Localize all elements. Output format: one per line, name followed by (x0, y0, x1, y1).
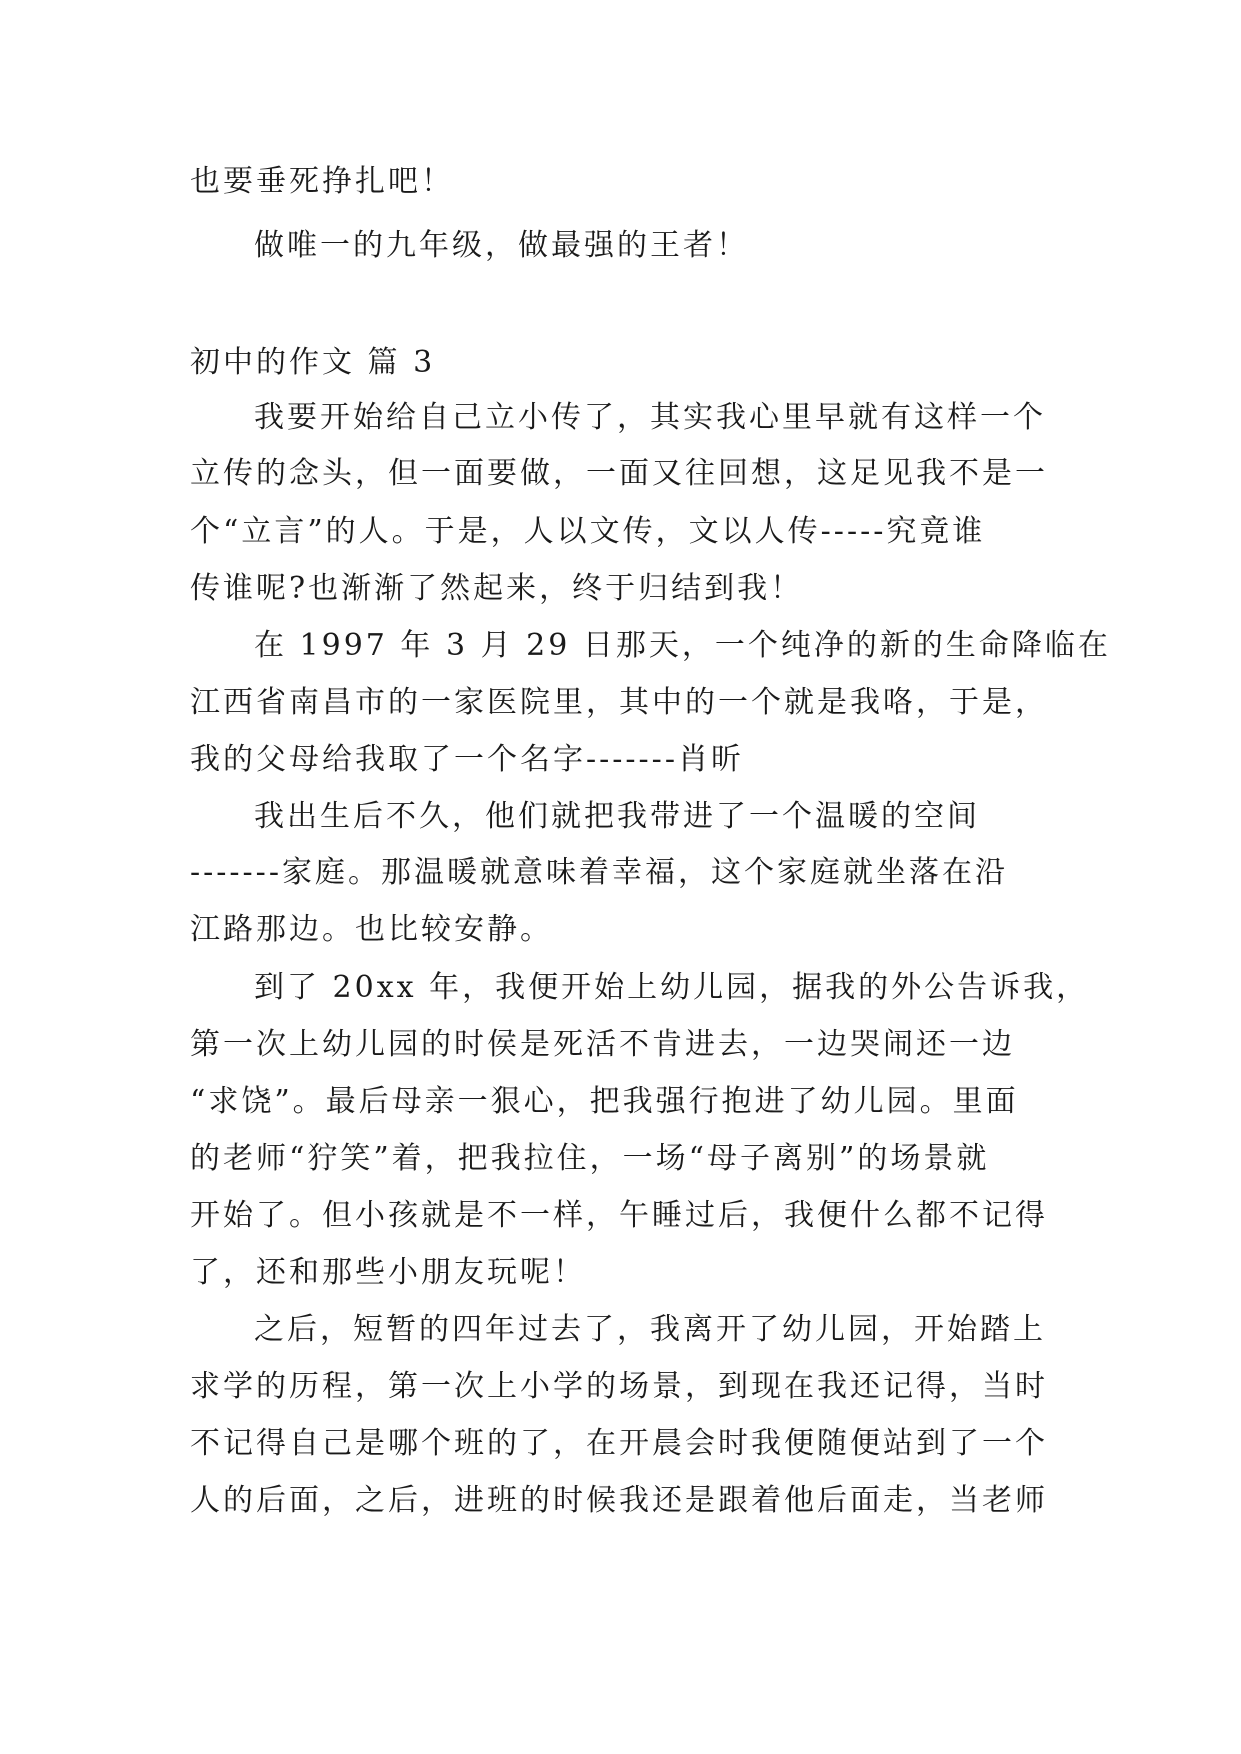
text-line: 我出生后不久，他们就把我带进了一个温暖的空间 (254, 799, 980, 834)
text-line: 不记得自己是哪个班的了，在开晨会时我便随便站到了一个 (190, 1426, 1048, 1461)
text-line: 在 1997 年 3 月 29 日那天，一个纯净的新的生命降临在 (254, 628, 1111, 663)
text-line: 我的父母给我取了一个名字-------肖昕 (190, 742, 744, 777)
text-line: -------家庭。那温暖就意味着幸福，这个家庭就坐落在沿 (190, 855, 1008, 890)
text-line: 传谁呢?也渐渐了然起来，终于归结到我！ (190, 571, 804, 606)
text-line: “求饶”。最后母亲一狠心，把我强行抱进了幼儿园。里面 (190, 1084, 1019, 1119)
text-line: 求学的历程，第一次上小学的场景，到现在我还记得，当时 (190, 1369, 1048, 1404)
text-line: 的老师“狞笑”着，把我拉住，一场“母子离别”的场景就 (190, 1141, 990, 1176)
text-line: 也要垂死挣扎吧！ (190, 164, 454, 199)
text-line: 第一次上幼儿园的时侯是死活不肯进去，一边哭闹还一边 (190, 1027, 1015, 1062)
text-line: 江西省南昌市的一家医院里，其中的一个就是我咯，于是， (190, 685, 1048, 720)
text-line: 江路那边。也比较安静。 (190, 912, 553, 947)
text-line: 到了 20xx 年，我便开始上幼儿园，据我的外公告诉我， (254, 970, 1090, 1005)
text-line: 之后，短暂的四年过去了，我离开了幼儿园，开始踏上 (254, 1312, 1046, 1347)
text-line: 立传的念头，但一面要做，一面又往回想，这足见我不是一 (190, 456, 1048, 491)
section-heading: 初中的作文 篇 3 (190, 345, 436, 380)
text-line: 我要开始给自己立小传了，其实我心里早就有这样一个 (254, 400, 1046, 435)
text-line: 了，还和那些小朋友玩呢！ (190, 1255, 586, 1290)
text-line: 做唯一的九年级，做最强的王者！ (254, 228, 749, 263)
text-line: 人的后面，之后，进班的时候我还是跟着他后面走，当老师 (190, 1483, 1048, 1518)
text-line: 开始了。但小孩就是不一样，午睡过后，我便什么都不记得 (190, 1198, 1048, 1233)
text-line: 个“立言”的人。于是，人以文传，文以人传-----究竟谁 (190, 514, 986, 549)
